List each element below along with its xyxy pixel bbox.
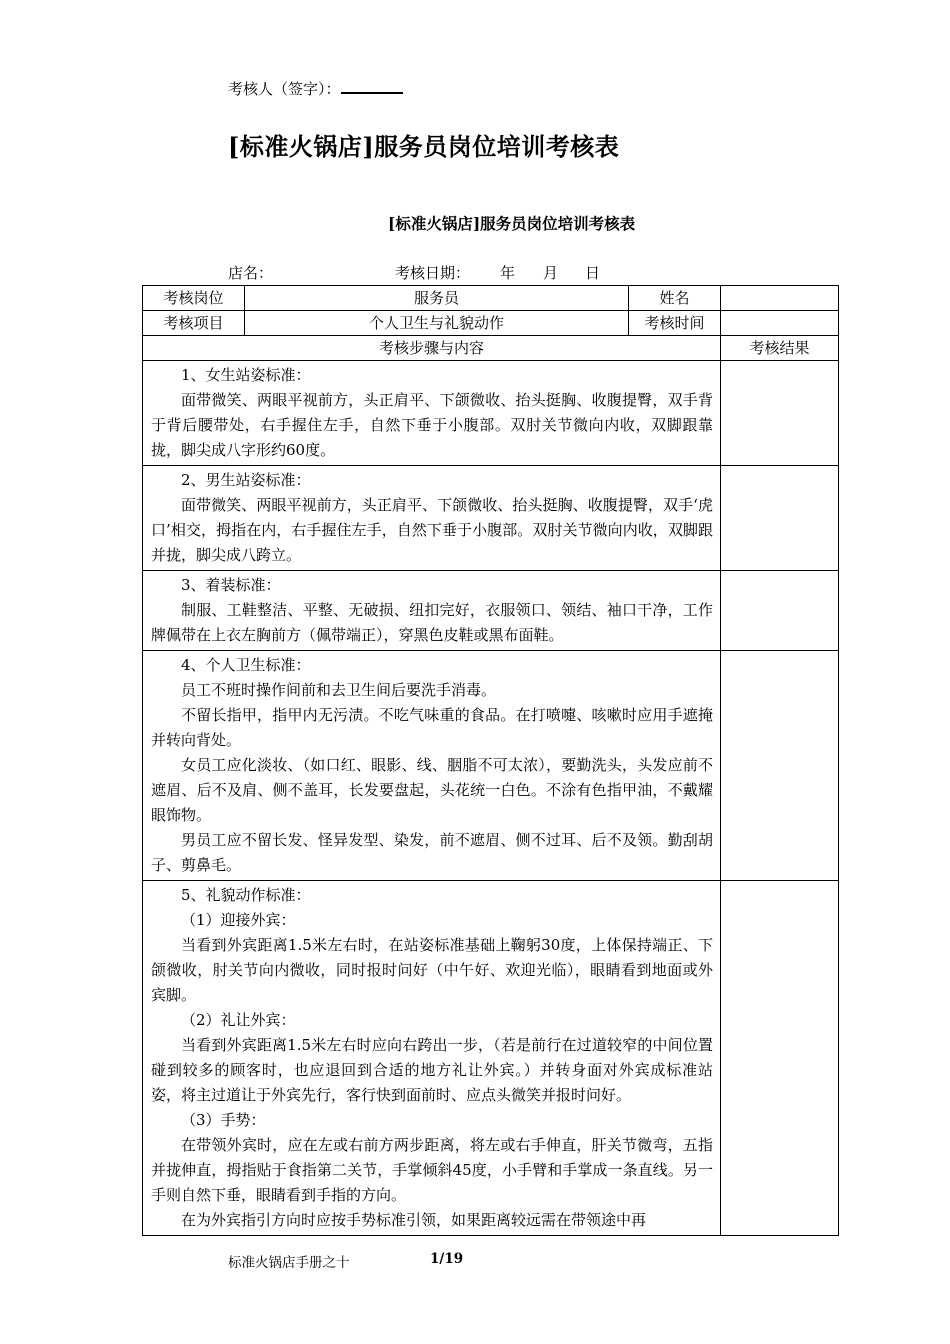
section-paragraph: 女员工应化淡妆、（如口红、眼影、线、胭脂不可太浓），要勤洗头，头发应前不遮眉、后不及肩、侧不盖耳，长发要盘起，头花统一白色。不涂有色指甲油，不戴耀眼饰物。 (151, 756, 713, 824)
subsection-heading: （2）礼让外宾： (181, 1011, 296, 1029)
result-header: 考核结果 (721, 336, 839, 361)
date-year: 年 (500, 264, 516, 282)
section-heading: 3、着装标准： (181, 576, 281, 594)
table-row (143, 311, 839, 336)
table-row (143, 286, 839, 311)
assessor-label: 考核人（签字）： (228, 80, 341, 98)
form-title: [标准火锅店]服务员岗位培训考核表 (388, 214, 636, 233)
section-paragraph: 在带领外宾时，应在左或右前方两步距离，将左或右手伸直，肝关节微弯，五指并拢伸直，拇指贴于食指第二关节，手掌倾斜45度，小手臂和手掌成一条直线。另一手则自然下垂，眼睛看到手指的方向。 (151, 1136, 713, 1204)
section-paragraph: 面带微笑、两眼平视前方，头正肩平、下颌微收、抬头挺胸、收腹提臀，双手背于背后腰带处，右手握住左手，自然下垂于小腹部。双肘关节微向内收，双脚跟靠拢，脚尖成八字形约60度。 (151, 391, 713, 459)
result-cell[interactable] (721, 881, 839, 1236)
section-row (143, 881, 839, 1236)
section-row (143, 361, 839, 466)
section-cell (143, 361, 721, 466)
section-paragraph: 制服、工鞋整洁、平整、无破损、纽扣完好，衣服领口、领结、袖口干净，工作牌佩带在上衣左胸前方（佩带端正），穿黑色皮鞋或黑布面鞋。 (151, 601, 713, 644)
assessor-signature (228, 78, 403, 99)
subsection-heading: （1）迎接外宾： (181, 911, 296, 929)
date-month: 月 (543, 264, 559, 282)
section-cell (143, 651, 721, 881)
position-value: 服务员 (245, 286, 629, 311)
date-day: 日 (585, 264, 601, 282)
section-paragraph: 在为外宾指引方向时应按手势标准引领，如果距离较远需在带领途中再 (181, 1211, 647, 1229)
result-cell[interactable] (721, 571, 839, 651)
footer-manual-name: 标准火锅店手册之十 (228, 1255, 350, 1271)
section-paragraph: 面带微笑、两眼平视前方，头正肩平、下颌微收、抬头挺胸、收腹提臀，双手‘虎口’相交，拇指在内，右手握住左手，自然下垂于小腹部。双肘关节微向内收，双脚跟并拢，脚尖成八跨立。 (151, 496, 713, 564)
result-cell[interactable] (721, 651, 839, 881)
section-cell (143, 571, 721, 651)
section-heading: 4、个人卫生标准： (181, 656, 311, 674)
assessment-date-label: 考核日期： (395, 264, 471, 282)
name-field[interactable] (721, 286, 839, 311)
section-cell (143, 466, 721, 571)
result-cell[interactable] (721, 361, 839, 466)
section-row (143, 571, 839, 651)
section-heading: 2、男生站姿标准： (181, 471, 311, 489)
page-title: [标准火锅店]服务员岗位培训考核表 (228, 132, 620, 161)
section-cell (143, 881, 721, 1236)
assessment-table (142, 285, 839, 1236)
item-label: 考核项目 (143, 311, 245, 336)
name-label: 姓名 (629, 286, 721, 311)
section-paragraph: 当看到外宾距离1.5米左右时应向右跨出一步，（若是前行在过道较窄的中间位置碰到较多的顾客时，也应退回到合适的地方礼让外宾。）并转身面对外宾成标准站姿，将主过道让于外宾先行，客行快到面前时、应点头微笑并报时问好。 (151, 1036, 713, 1104)
section-row (143, 466, 839, 571)
section-heading: 5、礼貌动作标准： (181, 886, 311, 904)
position-label: 考核岗位 (143, 286, 245, 311)
section-paragraph: 不留长指甲，指甲内无污渍。不吃气味重的食品。在打喷嚏、咳嗽时应用手遮掩并转向背处。 (151, 706, 713, 749)
time-field[interactable] (721, 311, 839, 336)
table-header-row (143, 336, 839, 361)
section-paragraph: 当看到外宾距离1.5米左右时，在站姿标准基础上鞠躬30度，上体保持端正、下颌微收，肘关节向内微收，同时报时问好（中午好、欢迎光临），眼睛看到地面或外宾脚。 (151, 936, 713, 1004)
subsection-heading: （3）手势： (181, 1111, 266, 1129)
section-paragraph: 男员工应不留长发、怪异发型、染发，前不遮眉、侧不过耳、后不及领。勤刮胡子、剪鼻毛。 (151, 831, 713, 874)
section-heading: 1、女生站姿标准： (181, 366, 311, 384)
result-cell[interactable] (721, 466, 839, 571)
item-value: 个人卫生与礼貌动作 (245, 311, 629, 336)
section-paragraph: 员工不班时操作间前和去卫生间后要洗手消毒。 (181, 681, 497, 699)
section-row (143, 651, 839, 881)
time-label: 考核时间 (629, 311, 721, 336)
steps-header: 考核步骤与内容 (143, 336, 721, 361)
store-name-label: 店名： (228, 264, 274, 282)
page-number: 1/19 (430, 1251, 464, 1267)
signature-line (341, 80, 403, 94)
